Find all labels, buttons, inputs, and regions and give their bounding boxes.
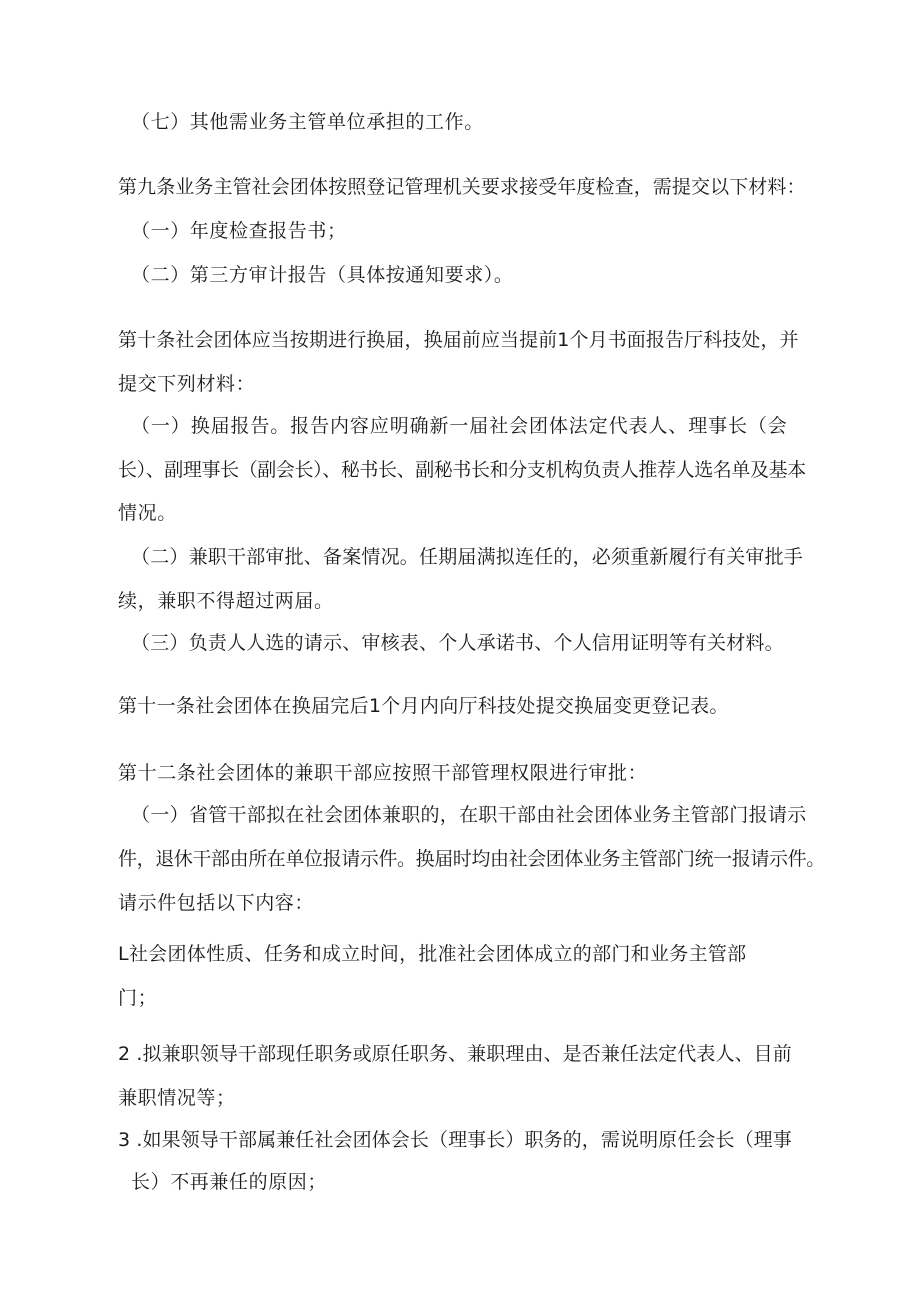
paragraph-line: （一）省管干部拟在社会团体兼职的，在职干部由社会团体业务主管部门报请示 (131, 804, 807, 826)
paragraph-line: 情况。 (118, 502, 177, 524)
list-item: 3 .如果领导干部属兼任社会团体会长（理事长）职务的，需说明原任会长（理事 (118, 1129, 792, 1151)
paragraph-line: 长）、副理事长（副会长）、秘书长、副秘书长和分支机构负责人推荐人选名单及基本 (118, 459, 806, 481)
paragraph-line: 第十一条社会团体在换届完后1个月内向厅科技处提交换届变更登记表。 (118, 695, 729, 717)
paragraph-line: （一）换届报告。报告内容应明确新一届社会团体法定代表人、理事长（会 (131, 415, 788, 437)
paragraph-line: 第九条业务主管社会团体按照登记管理机关要求接受年度检查，需提交以下材料： (118, 176, 806, 198)
paragraph-line: （七）其他需业务主管单位承担的工作。 (131, 111, 484, 133)
paragraph-line: 提交下列材料： (118, 373, 256, 395)
paragraph-line: 续，兼职不得超过两届。 (118, 590, 334, 612)
paragraph-line: （三）负责人人选的请示、审核表、个人承诺书、个人信用证明等有关材料。 (131, 632, 784, 654)
list-item: 2 .拟兼职领导干部现任职务或原任职务、兼职理由、是否兼任法定代表人、目前 (118, 1043, 792, 1065)
list-item: L社会团体性质、任务和成立时间，批准社会团体成立的部门和业务主管部 (118, 943, 747, 965)
paragraph-line: （二）兼职干部审批、备案情况。任期届满拟连任的，必须重新履行有关审批手 (131, 546, 804, 568)
paragraph-line: （二）第三方审计报告（具体按通知要求）。 (131, 264, 514, 286)
paragraph-line: （一）年度检查报告书； (131, 220, 347, 242)
paragraph-line: 请示件包括以下内容： (118, 892, 315, 914)
paragraph-line: 第十条社会团体应当按期进行换届，换届前应当提前1个月书面报告厅科技处，并 (118, 329, 799, 351)
list-item: 兼职情况等； (118, 1087, 236, 1109)
paragraph-line: 件，退休干部由所在单位报请示件。换届时均由社会团体业务主管部门统一报请示件。 (118, 848, 825, 870)
paragraph-line: 第十二条社会团体的兼职干部应按照干部管理权限进行审批： (118, 762, 648, 784)
list-item: 门； (118, 987, 158, 1009)
list-item: 长）不再兼任的原因； (131, 1171, 328, 1193)
